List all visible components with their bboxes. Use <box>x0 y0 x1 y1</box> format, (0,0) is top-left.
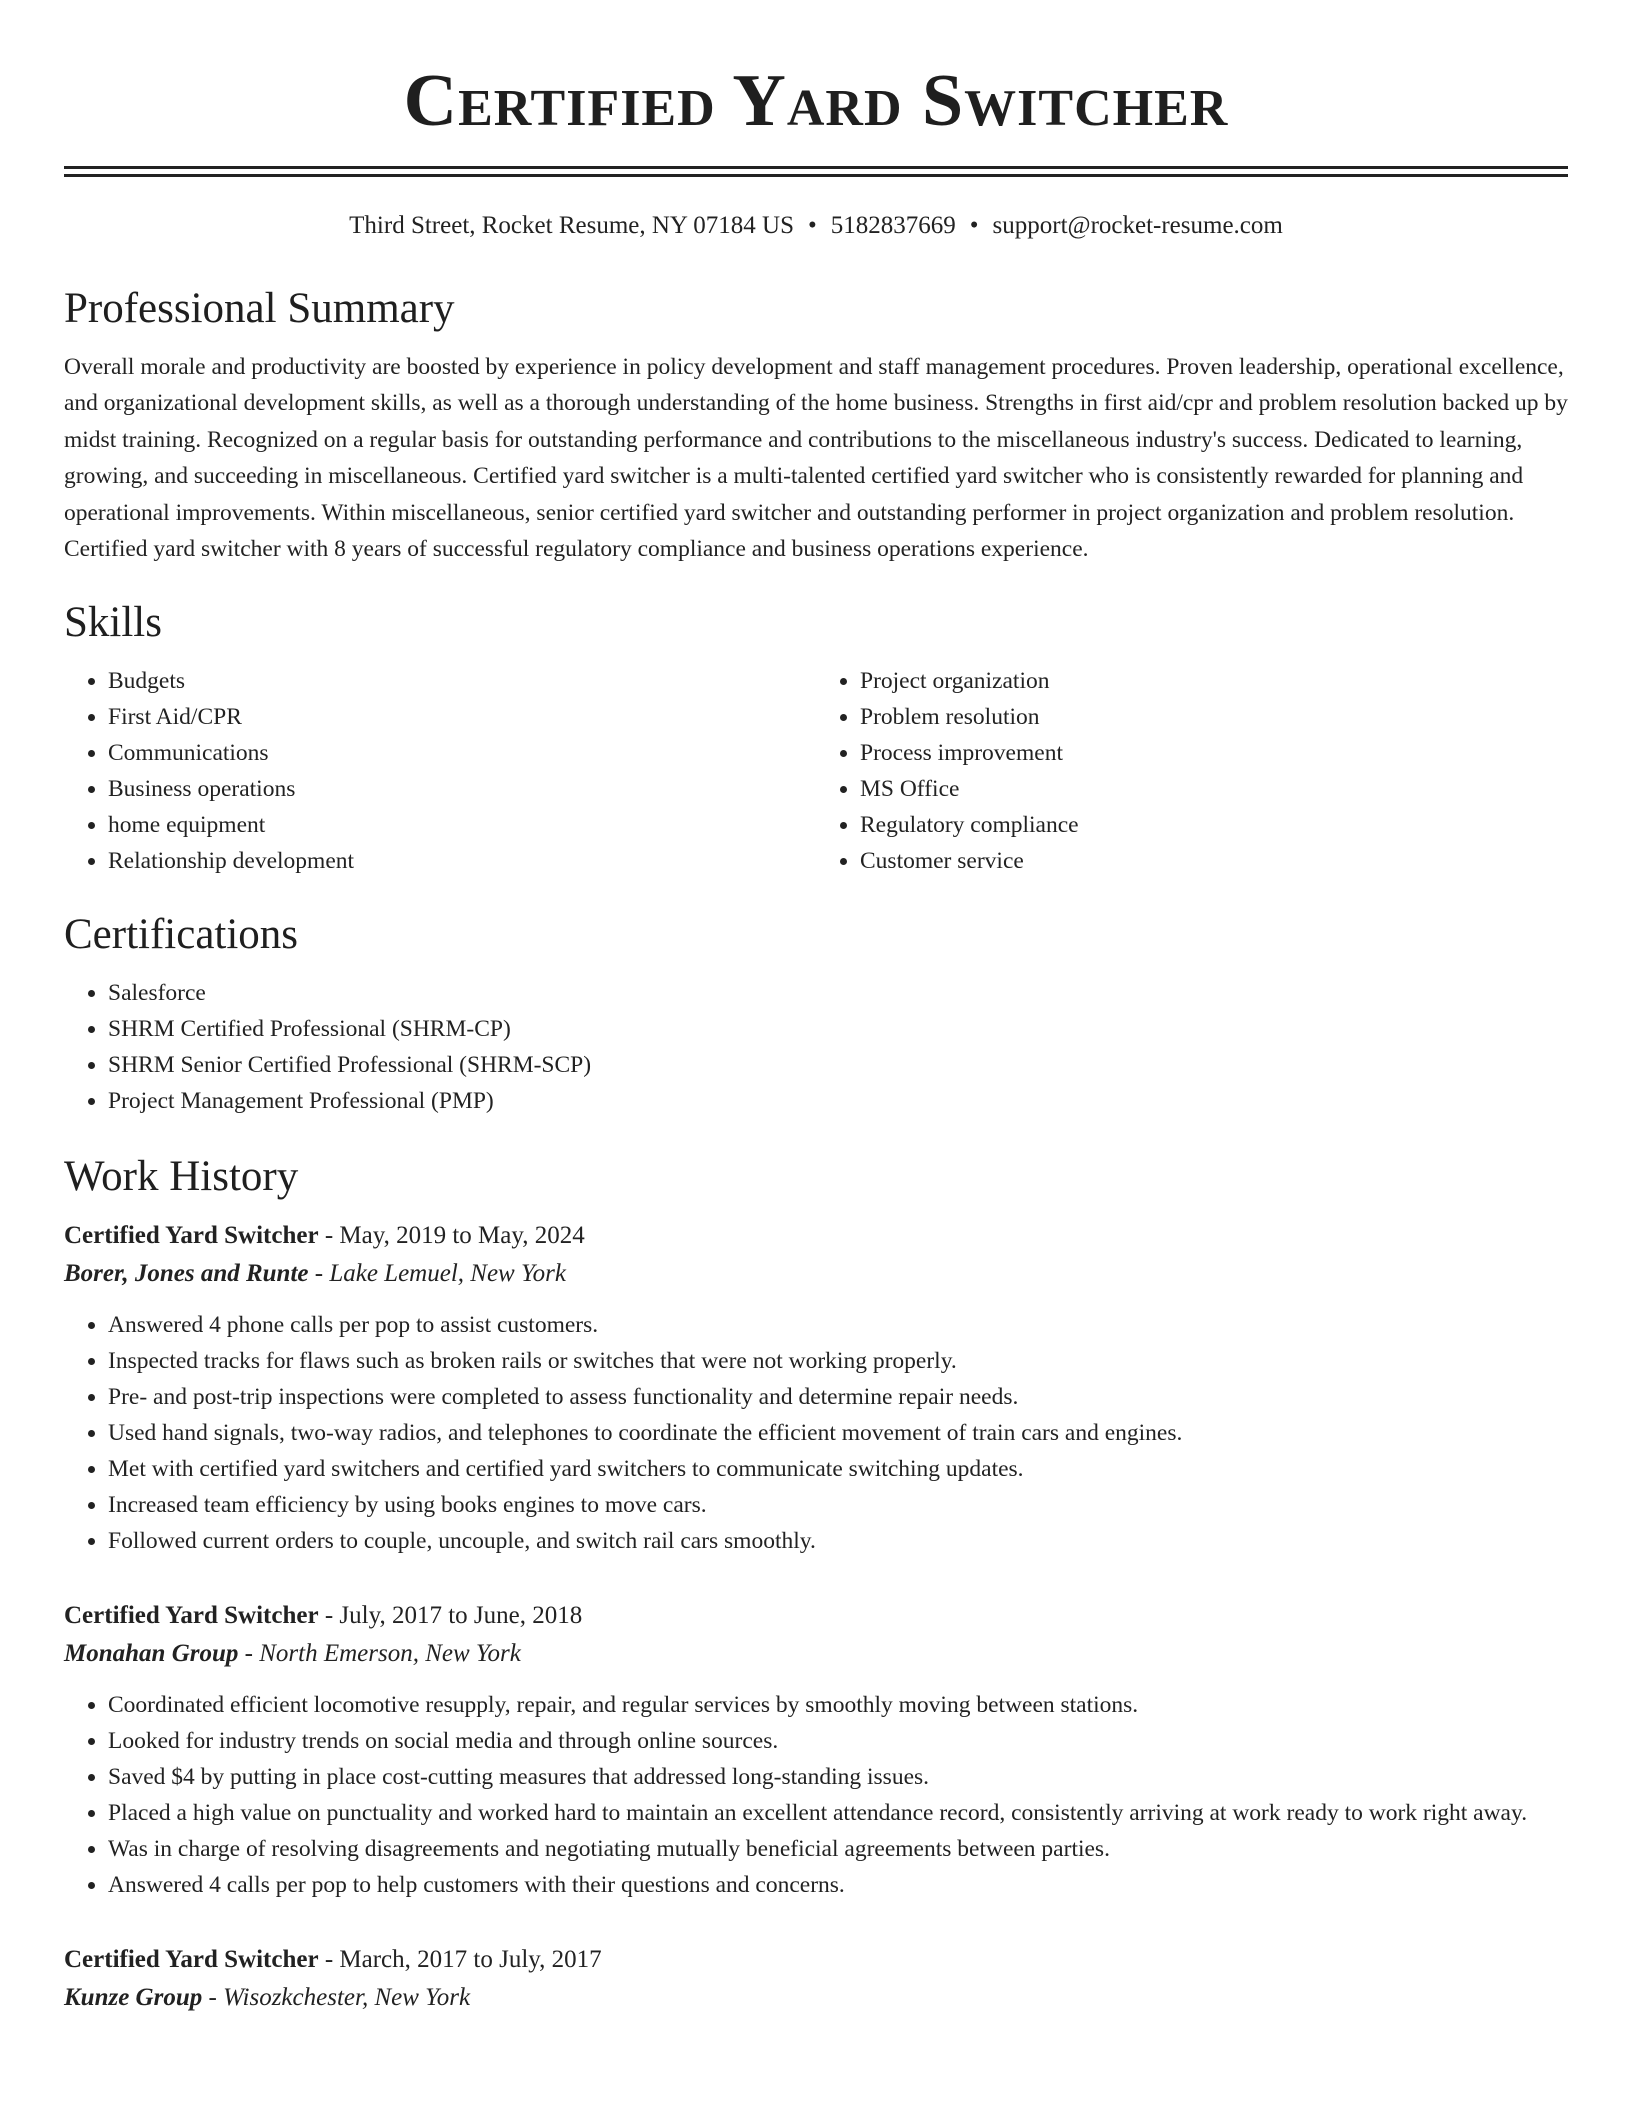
certification-item: • Salesforce <box>108 975 1568 1011</box>
job-bullets <box>64 1687 1568 1903</box>
certifications-section <box>64 909 1568 1119</box>
job-bullet: • Answered 4 phone calls per pop to assist customers. <box>108 1307 1568 1343</box>
contact-address: Third Street, Rocket Resume, NY 07184 US <box>349 212 795 239</box>
skill-item: • Customer service <box>860 843 1568 879</box>
job-bullet: • Pre- and post-trip inspections were completed to assess functionality and determine repair needs. <box>108 1379 1568 1415</box>
skill-item: • Communications <box>108 735 816 771</box>
skills-columns <box>64 663 1568 879</box>
job-title: Certified Yard Switcher <box>64 1222 319 1250</box>
contact-separator: • <box>808 212 817 239</box>
job-bullet: • Looked for industry trends on social media and through online sources. <box>108 1723 1568 1759</box>
job-location: - Lake Lemuel, New York <box>308 1260 566 1288</box>
title-divider <box>64 166 1568 177</box>
job-title-line <box>64 1217 1568 1255</box>
skill-item: • First Aid/CPR <box>108 699 816 735</box>
section-heading-work-history: Work History <box>64 1153 299 1201</box>
resume-title: Certified Yard Switcher <box>403 60 1229 142</box>
summary-text: Overall morale and productivity are boosted by experience in policy development and staff management procedures. Proven leadership, operational excellence, and organizational development skills, as well as a thorough understanding of the home business. Strengths in first aid/cpr and problem resolution backed up by midst training. Recognized on a regular basis for outstanding performance and contributions to the miscellaneous industry's success. Dedicated to learning, growing, and succeeding in miscellaneous. Certified yard switcher is a multi-talented certified yard switcher who is consistently rewarded for planning and operational improvements. Within miscellaneous, senior certified yard switcher and outstanding performer in project organization and problem resolution. Certified yard switcher with 8 years of successful regulatory compliance and business operations experience. <box>64 354 1568 563</box>
skills-section <box>64 597 1568 879</box>
skill-item: • Project organization <box>860 663 1568 699</box>
job-location: - North Emerson, New York <box>238 1640 521 1668</box>
job-bullet: • Saved $4 by putting in place cost-cutting measures that addressed long-standing issues. <box>108 1759 1568 1795</box>
certification-item: • SHRM Certified Professional (SHRM-CP) <box>108 1011 1568 1047</box>
contact-separator: • <box>969 212 979 239</box>
skills-list-left <box>64 663 816 879</box>
job-dates: - July, 2017 to June, 2018 <box>318 1602 583 1630</box>
skill-item: • home equipment <box>108 807 816 843</box>
job-company-line <box>64 1255 1568 1293</box>
job-title-line <box>64 1941 1568 1979</box>
job-bullet: • Answered 4 calls per pop to help customers with their questions and concerns. <box>108 1867 1568 1903</box>
skill-item: • Regulatory compliance <box>860 807 1568 843</box>
contact-phone: 5182837669 <box>830 212 956 239</box>
job-dates: - May, 2019 to May, 2024 <box>318 1222 585 1250</box>
job-title: Certified Yard Switcher <box>64 1946 319 1974</box>
job-entry <box>64 1597 1568 1903</box>
section-heading-skills: Skills <box>64 599 162 647</box>
contact-line <box>64 209 1568 243</box>
summary-section <box>64 283 1568 567</box>
job-bullets <box>64 1307 1568 1559</box>
job-bullet: • Met with certified yard switchers and certified yard switchers to communicate switching updates. <box>108 1451 1568 1487</box>
job-bullet: • Followed current orders to couple, uncouple, and switch rail cars smoothly. <box>108 1523 1568 1559</box>
certifications-list <box>64 975 1568 1119</box>
skill-item: • Relationship development <box>108 843 816 879</box>
job-dates: - March, 2017 to July, 2017 <box>318 1946 602 1974</box>
job-location: - Wisozkchester, New York <box>202 1984 471 2012</box>
job-bullet: • Coordinated efficient locomotive resupply, repair, and regular services by smoothly moving between stations. <box>108 1687 1568 1723</box>
skill-item: • Process improvement <box>860 735 1568 771</box>
job-company-line <box>64 1979 1568 2017</box>
job-bullet: • Placed a high value on punctuality and worked hard to maintain an excellent attendance record, consistently arriving at work ready to work right away. <box>108 1795 1568 1831</box>
job-company-line <box>64 1635 1568 1673</box>
section-heading-summary: Professional Summary <box>64 285 455 332</box>
skill-item: • Problem resolution <box>860 699 1568 735</box>
skill-item: • Business operations <box>108 771 816 807</box>
skill-item: • MS Office <box>860 771 1568 807</box>
job-bullet: • Used hand signals, two-way radios, and telephones to coordinate the efficient movement of train cars and engines. <box>108 1415 1568 1451</box>
contact-email: support@rocket-resume.com <box>992 212 1283 239</box>
job-entry <box>64 1217 1568 1559</box>
job-company: Borer, Jones and Runte <box>64 1260 309 1288</box>
job-bullet: • Increased team efficiency by using books engines to move cars. <box>108 1487 1568 1523</box>
certification-item: • SHRM Senior Certified Professional (SHRM-SCP) <box>108 1047 1568 1083</box>
job-bullet: • Inspected tracks for flaws such as broken rails or switches that were not working properly. <box>108 1343 1568 1379</box>
skill-item: • Budgets <box>108 663 816 699</box>
job-company: Kunze Group <box>64 1984 203 2012</box>
job-title-line <box>64 1597 1568 1635</box>
job-bullet: • Was in charge of resolving disagreements and negotiating mutually beneficial agreements between parties. <box>108 1831 1568 1867</box>
certification-item: • Project Management Professional (PMP) <box>108 1083 1568 1119</box>
job-company: Monahan Group <box>64 1640 239 1668</box>
job-title: Certified Yard Switcher <box>64 1602 319 1630</box>
job-entry <box>64 1941 1568 2017</box>
section-heading-certifications: Certifications <box>64 911 299 959</box>
skills-list-right <box>816 663 1568 879</box>
work-history-section <box>64 1151 1568 2017</box>
